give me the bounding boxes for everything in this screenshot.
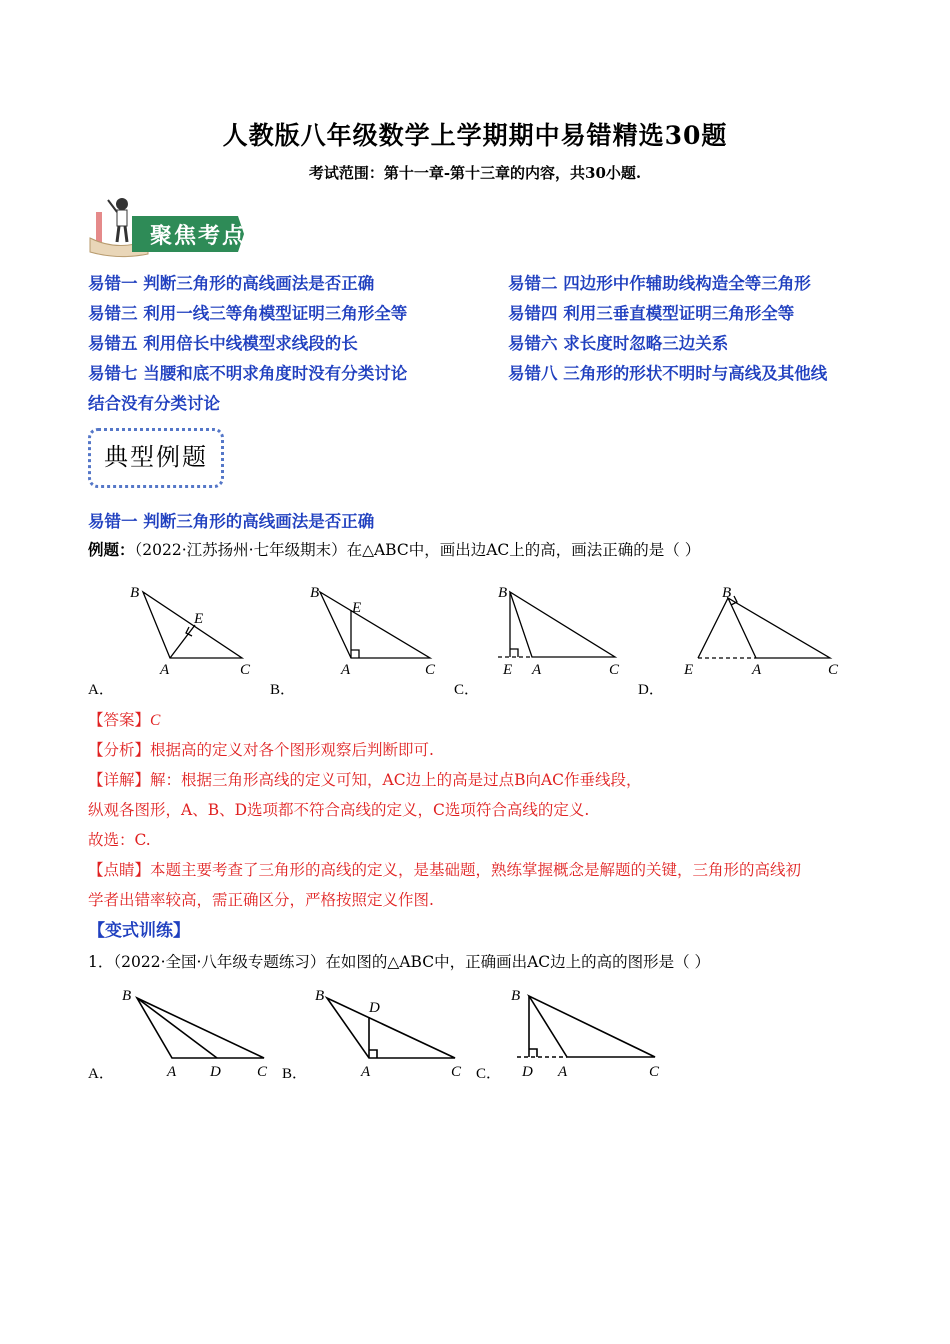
label-c: C xyxy=(649,1064,660,1080)
banner-label: 聚焦考点 xyxy=(150,224,247,249)
figure-option-a xyxy=(120,580,260,680)
label-c: C xyxy=(425,662,436,678)
label-a: A xyxy=(752,662,762,678)
topic-2[interactable]: 易错二 四边形中作辅助线构造全等三角形 xyxy=(508,274,811,293)
answer-tag: 【答案】 xyxy=(88,711,151,729)
comment-tag: 【点睛】 xyxy=(88,861,151,879)
label-b: B xyxy=(498,585,508,601)
page-title: 人教版八年级数学上学期期中易错精选30题 xyxy=(222,121,728,150)
label-e: E xyxy=(352,600,362,616)
label-e: E xyxy=(503,662,513,678)
label-b: B xyxy=(130,585,140,601)
option-a-label[interactable]: A． xyxy=(88,682,114,698)
analysis-text: 根据高的定义对各个图形观察后判断即可. xyxy=(150,741,434,759)
exercise-option-b-label[interactable]: B． xyxy=(282,1066,308,1082)
label-e: E xyxy=(684,662,694,678)
label-d: D xyxy=(522,1064,533,1080)
exam-range: 考试范围：第十一章-第十三章的内容，共30小题. xyxy=(308,164,642,182)
typical-examples-label: 典型例题 xyxy=(104,443,208,471)
label-c: C xyxy=(609,662,620,678)
label-e: E xyxy=(194,611,204,627)
figure-option-b xyxy=(305,580,445,680)
label-b: B xyxy=(511,988,521,1004)
label-a: A xyxy=(167,1064,177,1080)
comment-line-2: 学者出错率较高，需正确区分，严格按照定义作图. xyxy=(88,891,434,909)
answer-value: C xyxy=(150,712,161,729)
label-c: C xyxy=(828,662,839,678)
detail-line-2: 纵观各图形，A、B、D选项都不符合高线的定义，C选项符合高线的定义. xyxy=(88,801,590,819)
topic-7[interactable]: 易错七 当腰和底不明求角度时没有分类讨论 xyxy=(88,364,408,383)
exercise1-line xyxy=(88,950,710,972)
figure-option-c xyxy=(490,580,630,680)
topic-6[interactable]: 易错六 求长度时忽略三边关系 xyxy=(508,334,729,353)
topic-8[interactable]: 易错八 三角形的形状不明时与高线及其他线 xyxy=(508,364,828,383)
label-c: C xyxy=(240,662,251,678)
analysis-tag: 【分析】 xyxy=(88,741,151,759)
comment-text-1: 本题主要考查了三角形的高线的定义，是基础题，熟练掌握概念是解题的关键，三角形的高线初 xyxy=(150,861,802,879)
example-prefix: 例题： xyxy=(88,540,135,559)
detail-line-1 xyxy=(88,768,642,790)
label-b: B xyxy=(722,585,732,601)
detail-text-1: 解：根据三角形高线的定义可知，AC边上的高是过点B向AC作垂线段， xyxy=(150,771,642,789)
detail-tag: 【详解】 xyxy=(88,771,151,789)
option-d-label[interactable]: D． xyxy=(638,682,664,698)
topic-1[interactable]: 易错一 判断三角形的高线画法是否正确 xyxy=(88,274,375,293)
topic-3[interactable]: 易错三 利用一线三等角模型证明三角形全等 xyxy=(88,304,408,323)
section1-heading: 易错一 判断三角形的高线画法是否正确 xyxy=(88,512,375,531)
variant-heading: 【变式训练】 xyxy=(88,921,190,941)
exercise-figure-b xyxy=(305,980,470,1080)
exercise-option-a-label[interactable]: A． xyxy=(88,1066,114,1082)
exercise1-number: 1． xyxy=(88,953,114,971)
comment-line-1 xyxy=(88,858,801,880)
label-a: A xyxy=(160,662,170,678)
label-c: C xyxy=(451,1064,462,1080)
label-a: A xyxy=(532,662,542,678)
figure-option-d xyxy=(678,580,848,680)
label-a: A xyxy=(341,662,351,678)
label-d: D xyxy=(369,1000,380,1016)
label-a: A xyxy=(558,1064,568,1080)
example-line xyxy=(88,538,700,560)
answer-line xyxy=(88,708,160,730)
exercise-figure-a xyxy=(112,980,277,1080)
label-b: B xyxy=(310,585,320,601)
example-text: （2022·江苏扬州·七年级期末）在△ABC中，画出边AC上的高，画法正确的是（ ） xyxy=(134,541,701,559)
label-a: A xyxy=(361,1064,371,1080)
label-b: B xyxy=(315,988,325,1004)
label-b: B xyxy=(122,988,132,1004)
label-d: D xyxy=(210,1064,221,1080)
exercise-figure-c xyxy=(505,980,670,1080)
option-c-label[interactable]: C． xyxy=(454,682,480,698)
analysis-line xyxy=(88,738,434,760)
topic-5[interactable]: 易错五 利用倍长中线模型求线段的长 xyxy=(88,334,358,353)
exercise1-text: （2022·全国·八年级专题练习）在如图的△ABC中，正确画出AC边上的高的图形是（ ） xyxy=(113,953,711,971)
topic-8-cont: 结合没有分类讨论 xyxy=(88,394,220,413)
detail-line-3: 故选：C. xyxy=(88,831,151,849)
exercise-option-c-label[interactable]: C． xyxy=(476,1066,502,1082)
label-c: C xyxy=(257,1064,268,1080)
topic-4[interactable]: 易错四 利用三垂直模型证明三角形全等 xyxy=(508,304,795,323)
option-b-label[interactable]: B． xyxy=(270,682,296,698)
